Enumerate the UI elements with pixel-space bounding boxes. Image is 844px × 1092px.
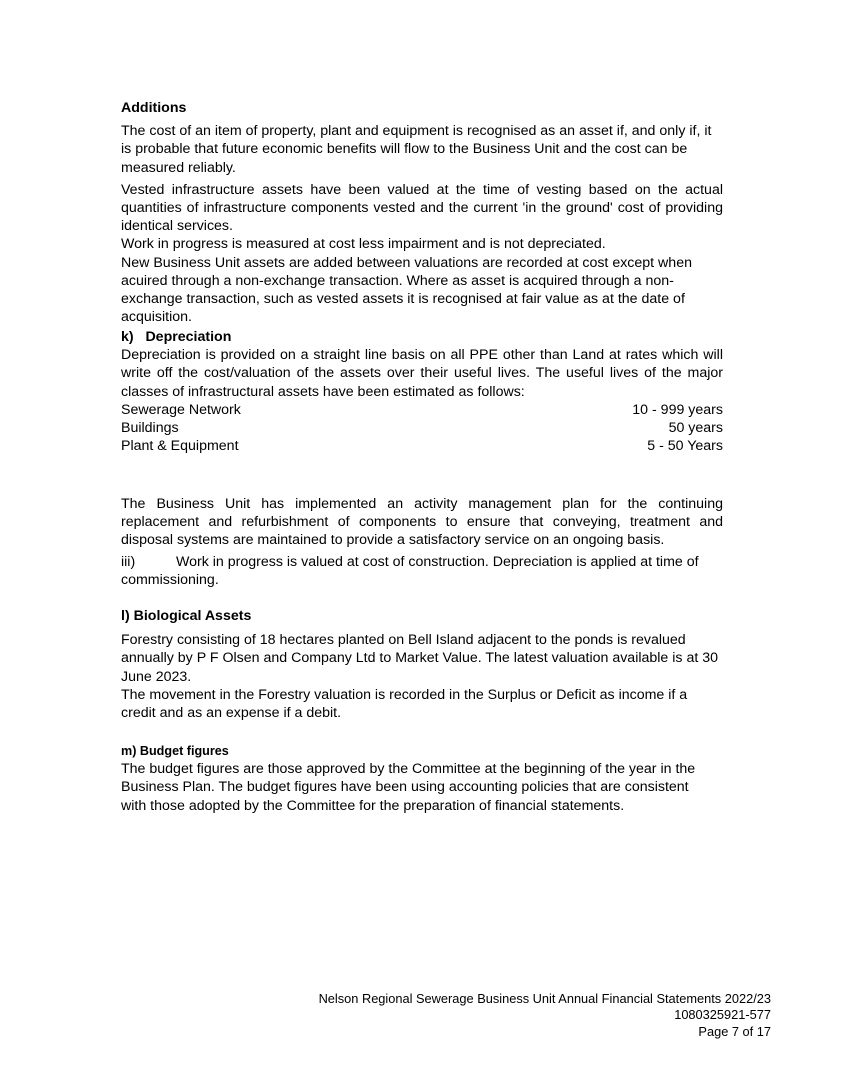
useful-life-row [121,419,723,437]
additions-section [121,99,723,326]
asset-life: 50 years [668,420,723,437]
budget-figures-section [121,742,723,815]
footer-page-number: Page 7 of 17 [698,1023,771,1039]
depreciation-section [121,328,723,455]
asset-class: Sewerage Network [121,401,241,418]
additions-paragraph-4: New Business Unit assets are added between valuations are recorded at cost except when acuired through a non-exchange transaction. Where as asset is acquired through a non-exchange transaction, such as vested assets it is recognised at fair value as at the date of acquisition. [121,254,692,326]
depreciation-heading: k) Depreciation [121,329,232,345]
note-label-iii: iii) [121,553,136,570]
work-in-progress-note [121,553,723,589]
budget-figures-heading: m) Budget figures [121,744,229,758]
footer-document-title: Nelson Regional Sewerage Business Unit Annual Financial Statements 2022/23 [318,991,771,1006]
activity-management-section [121,495,723,589]
page-footer [319,991,771,1040]
useful-life-row [121,401,723,419]
asset-life: 10 - 999 years [632,401,723,418]
biological-assets-paragraph-1: Forestry consisting of 18 hectares planted on Bell Island adjacent to the ponds is revalued annually by P F Olsen and Company Ltd to Market Value. The latest valuation available is at 30 June 2023. [121,632,719,685]
additions-heading: Additions [121,100,187,116]
depreciation-paragraph-2: The Business Unit has implemented an activity management plan for the continuing replacement and refurbishment of components to ensure that conveying, treatment and disposal systems are maintained to provide a satisfactory service on an ongoing basis. [121,496,723,549]
asset-class: Buildings [121,420,179,437]
useful-lives-table [121,401,723,456]
footer-document-id: 1080325921-577 [674,1007,771,1023]
asset-class: Plant & Equipment [121,438,239,455]
biological-assets-heading: l) Biological Assets [121,608,252,624]
budget-figures-paragraph: The budget figures are those approved by the Committee at the beginning of the year in the Business Plan. The budget figures have been using accounting policies that are consistent with those adopted by the Committee for the preparation of financial statements. [121,761,696,814]
biological-assets-paragraph-2: The movement in the Forestry valuation is recorded in the Surplus or Deficit as income if a credit and as an expense if a debit. [121,686,688,722]
additions-paragraph-2: Vested infrastructure assets have been valued at the time of vesting based on the actual quantities of infrastructure components vested and the current 'in the ground' cost of providing identical services. [121,181,723,235]
depreciation-paragraph-1: Depreciation is provided on a straight line basis on all PPE other than Land at rates which will write off the cost/valuation of the assets over their useful lives. The useful lives of the major classes of infrastructural assets have been estimated as follows: [121,347,723,400]
additions-paragraph-1: The cost of an item of property, plant and equipment is recognised as an asset if, and only if, it is probable that future economic benefits will flow to the Business Unit and the cost can be measured reliably. [121,123,712,176]
asset-life: 5 - 50 Years [647,438,723,455]
note-text-iii: Work in progress is valued at cost of construction. Depreciation is applied at time of commissioning. [121,553,699,588]
additions-paragraph-3: Work in progress is measured at cost less impairment and is not depreciated. [121,236,606,253]
useful-life-row [121,437,723,455]
biological-assets-section [121,607,723,722]
